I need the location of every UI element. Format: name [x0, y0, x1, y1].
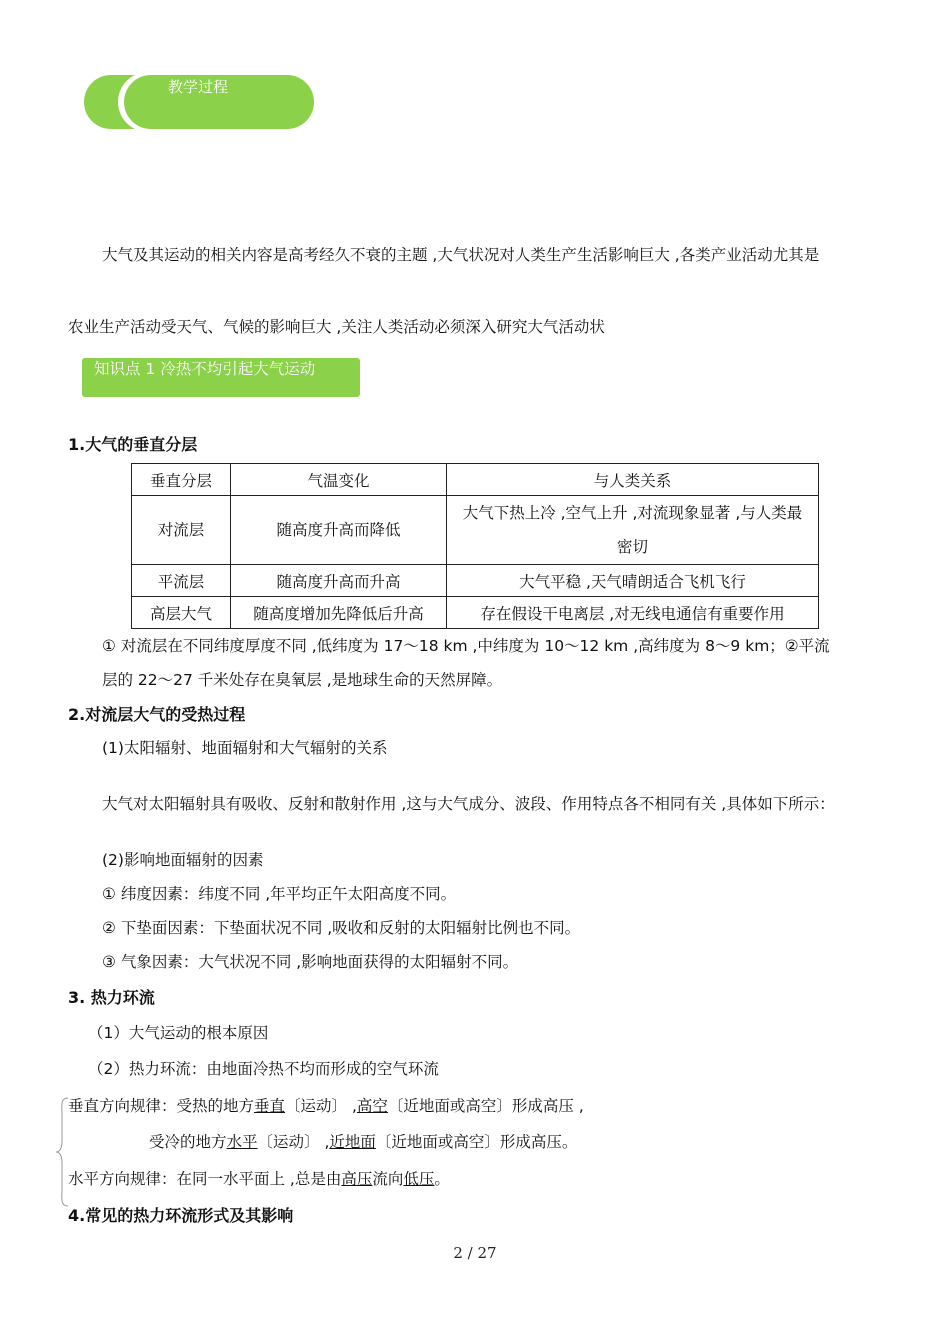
section-2-heading: 2.对流层大气的受热过程: [68, 705, 246, 724]
cold-rule-mid: 〔运动〕 ,: [257, 1133, 330, 1151]
horizontal-rule-answer-2: 低压: [403, 1170, 435, 1188]
table-row: [132, 597, 819, 629]
badge-label: 教学过程: [168, 78, 229, 96]
table-header-cell: 气温变化: [231, 464, 447, 496]
table-cell: 高层大气: [132, 597, 231, 629]
cold-rule-answer-2: 近地面: [329, 1133, 376, 1151]
section-4-heading: 4.常见的热力环流形式及其影响: [68, 1206, 294, 1225]
section-3-sub-2: （2）热力环流：由地面冷热不均而形成的空气环流: [88, 1060, 439, 1078]
section-3-heading: 3. 热力环流: [68, 988, 155, 1007]
table-row: [132, 496, 819, 565]
section-3-sub-1: （1）大气运动的根本原因: [88, 1024, 269, 1042]
section-2-item-2: ② 下垫面因素：下垫面状况不同 ,吸收和反射的太阳辐射比例也不同。: [102, 919, 581, 937]
table-cell: 大气下热上冷 ,空气上升 ,对流现象显著 ,与人类最密切: [447, 496, 819, 565]
section-1-note-line-1: ① 对流层在不同纬度厚度不同 ,低纬度为 17～18 km ,中纬度为 10～12 km ,高纬度为 8～9 km；②平流: [102, 637, 830, 655]
section-2-sub-2: (2)影响地面辐射的因素: [102, 851, 264, 869]
table-header-cell: 与人类关系: [447, 464, 819, 496]
table-cell: 随高度升高而升高: [231, 565, 447, 597]
intro-line-2: 农业生产活动受天气、气候的影响巨大 ,关注人类活动必须深入研究大气活动状: [68, 318, 605, 336]
vertical-rule-answer-2: 高空: [356, 1097, 388, 1115]
table-cell: 随高度增加先降低后升高: [231, 597, 447, 629]
table-header-row: [132, 464, 819, 496]
horizontal-rule-line: [68, 1167, 450, 1189]
cold-rule-suffix: 〔近地面或高空〕形成高压。: [375, 1133, 578, 1151]
section-2-sub-1: (1)太阳辐射、地面辐射和大气辐射的关系: [102, 739, 388, 757]
section-2-item-1: ① 纬度因素：纬度不同 ,年平均正午太阳高度不同。: [102, 885, 457, 903]
horizontal-rule-prefix: 水平方向规律：在同一水平面上 ,总是由: [68, 1170, 342, 1188]
horizontal-rule-mid: 流向: [372, 1170, 404, 1188]
section-2-text-1: 大气对太阳辐射具有吸收、反射和散射作用 ,这与大气成分、波段、作用特点各不相同有关 ,具体如下所示：: [102, 795, 835, 813]
cold-rule-line: [149, 1130, 577, 1152]
vertical-rule-prefix: 垂直方向规律：受热的地方: [68, 1097, 255, 1115]
table-row: [132, 565, 819, 597]
horizontal-rule-answer-1: 高压: [341, 1170, 373, 1188]
section-2-item-3: ③ 气象因素：大气状况不同 ,影响地面获得的太阳辐射不同。: [102, 953, 519, 971]
table-cell: 对流层: [132, 496, 231, 565]
table-cell: 随高度升高而降低: [231, 496, 447, 565]
intro-line-1: 大气及其运动的相关内容是高考经久不衰的主题 ,大气状况对人类生产生活影响巨大 ,各类产业活动尤其是: [102, 246, 820, 264]
horizontal-rule-suffix: 。: [434, 1170, 450, 1188]
vertical-rule-line: [68, 1094, 584, 1116]
table-cell: 存在假设干电离层 ,对无线电通信有重要作用: [447, 597, 819, 629]
vertical-rule-suffix: 〔近地面或高空〕形成高压 ,: [387, 1097, 584, 1115]
atmosphere-layers-table: [131, 463, 819, 629]
vertical-rule-answer-1: 垂直: [254, 1097, 286, 1115]
page-number: 2 / 27: [453, 1244, 497, 1262]
vertical-rule-mid: 〔运动〕 ,: [285, 1097, 357, 1115]
section-1-note-line-2: 层的 22～27 千米处存在臭氧层 ,是地球生命的天然屏障。: [102, 671, 503, 689]
table-header-cell: 垂直分层: [132, 464, 231, 496]
table-cell: 平流层: [132, 565, 231, 597]
cold-rule-answer-1: 水平: [226, 1133, 258, 1151]
cold-rule-prefix: 受冷的地方: [149, 1133, 227, 1151]
section-1-heading: 1.大气的垂直分层: [68, 435, 198, 454]
table-cell: 大气平稳 ,天气晴朗适合飞机飞行: [447, 565, 819, 597]
knowledge-point-label: 知识点 1 冷热不均引起大气运动: [94, 360, 316, 378]
